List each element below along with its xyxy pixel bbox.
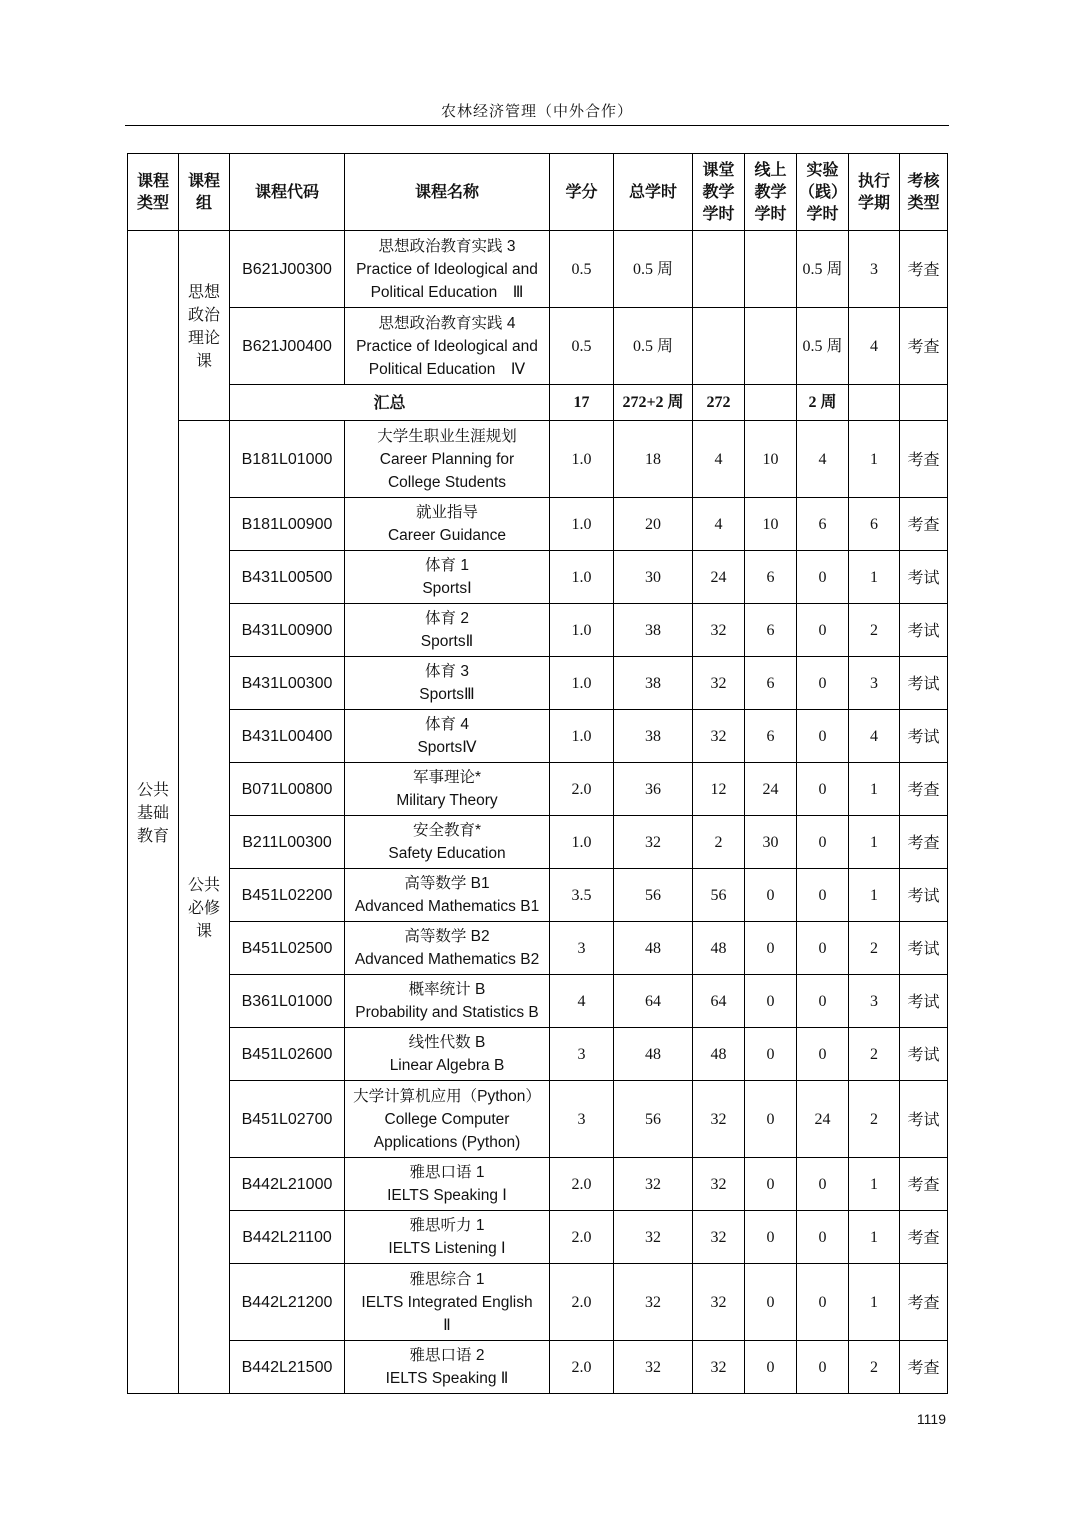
assessment-type: 考查: [900, 231, 948, 308]
total-hours: 38: [614, 710, 693, 763]
text-line: 政治: [187, 304, 220, 324]
course-code: B621J00400: [230, 308, 345, 385]
text-line: IELTS Speaking Ⅱ: [385, 1370, 509, 1387]
text-line: 雅思听力 1: [409, 1217, 485, 1234]
course-name: [345, 1264, 550, 1341]
course-name: [345, 763, 550, 816]
page-header: 农林经济管理（中外合作）: [440, 102, 633, 120]
course-code: B442L21500: [230, 1341, 345, 1394]
online-hours: [745, 231, 797, 308]
credits: 1.0: [550, 421, 614, 498]
course-name: [345, 1211, 550, 1264]
class-hours: 32: [693, 1341, 745, 1394]
assessment-type: 考查: [900, 1264, 948, 1341]
text-line: Practice of Ideological and: [356, 260, 538, 278]
term: 1: [849, 869, 900, 922]
course-name: [345, 1028, 550, 1081]
text-line: 课: [195, 920, 212, 940]
course-code: B181L01000: [230, 421, 345, 498]
online-hours: [745, 308, 797, 385]
course-code: B451L02500: [230, 922, 345, 975]
text-line: Career Guidance: [387, 527, 507, 544]
text-line: 雅思口语 2: [409, 1347, 485, 1364]
course-name: [345, 816, 550, 869]
online-hours: 6: [745, 657, 797, 710]
header-rule: [125, 125, 949, 126]
course-code: B442L21200: [230, 1264, 345, 1341]
text-line: Applications (Python): [373, 1133, 521, 1151]
total-hours: 30: [614, 551, 693, 604]
credits: 1.0: [550, 551, 614, 604]
column-header-lab-hours: [797, 154, 849, 231]
course-code: B431L00300: [230, 657, 345, 710]
column-header-course-code: [230, 154, 345, 231]
text-line: SportsⅡ: [420, 633, 474, 650]
credits: 3: [550, 1081, 614, 1158]
text-line: Political Education Ⅲ: [370, 283, 524, 301]
course-name: [345, 869, 550, 922]
text-line: 体育 2: [425, 610, 469, 627]
term: 3: [849, 231, 900, 308]
text-line: 学时: [806, 204, 839, 223]
course-code: B431L00400: [230, 710, 345, 763]
text-line: College Students: [387, 473, 507, 491]
text-line: 执行: [857, 171, 890, 190]
credits: 4: [550, 975, 614, 1028]
course-name: [345, 922, 550, 975]
table-row: [128, 1211, 948, 1264]
text-line: IELTS Integrated English: [361, 1293, 533, 1311]
class-hours: 32: [693, 1211, 745, 1264]
text-line: 学时: [754, 204, 787, 223]
lab-hours: 0: [797, 551, 849, 604]
text-line: 体育 1: [425, 557, 469, 574]
credits: 1.0: [550, 710, 614, 763]
text-line: 总学时: [628, 182, 677, 201]
credits: 3: [550, 922, 614, 975]
total-hours: 20: [614, 498, 693, 551]
online-hours: 10: [745, 498, 797, 551]
term: 1: [849, 1211, 900, 1264]
class-hours: 56: [693, 869, 745, 922]
total-hours: 48: [614, 922, 693, 975]
credits: 2.0: [550, 1158, 614, 1211]
course-code: B621J00300: [230, 231, 345, 308]
course-name: [345, 421, 550, 498]
course-code: B442L21100: [230, 1211, 345, 1264]
total-hours: 38: [614, 604, 693, 657]
text-line: 公共: [187, 874, 220, 894]
table-row: [128, 869, 948, 922]
assessment-type: 考查: [900, 498, 948, 551]
text-line: 课堂: [702, 160, 735, 179]
summary-term: [849, 385, 900, 421]
total-hours: 48: [614, 1028, 693, 1081]
course-name: [345, 1158, 550, 1211]
column-header-online-hours: [745, 154, 797, 231]
text-line: 课程: [187, 171, 220, 190]
assessment-type: 考试: [900, 922, 948, 975]
table-row: [128, 922, 948, 975]
text-line: 概率统计 B: [408, 981, 486, 998]
class-hours: 24: [693, 551, 745, 604]
online-hours: 0: [745, 1211, 797, 1264]
online-hours: 0: [745, 1341, 797, 1394]
course-code: B451L02600: [230, 1028, 345, 1081]
total-hours: 32: [614, 1211, 693, 1264]
lab-hours: 0: [797, 816, 849, 869]
text-line: College Computer: [384, 1110, 510, 1128]
online-hours: 0: [745, 1264, 797, 1341]
text-line: Advanced Mathematics B2: [354, 951, 540, 968]
lab-hours: 0.5 周: [797, 308, 849, 385]
credits: 1.0: [550, 657, 614, 710]
assessment-type: 考查: [900, 1158, 948, 1211]
lab-hours: 6: [797, 498, 849, 551]
lab-hours: 0: [797, 869, 849, 922]
term: 3: [849, 657, 900, 710]
term: 1: [849, 763, 900, 816]
text-line: Safety Education: [388, 845, 506, 862]
text-line: Ⅱ: [443, 1316, 451, 1334]
text-line: 教学: [754, 182, 787, 201]
text-line: 学分: [565, 182, 598, 201]
lab-hours: 4: [797, 421, 849, 498]
course-code: B442L21000: [230, 1158, 345, 1211]
assessment-type: 考试: [900, 975, 948, 1028]
lab-hours: 0: [797, 763, 849, 816]
lab-hours: 24: [797, 1081, 849, 1158]
column-header-course-name: [345, 154, 550, 231]
total-hours: 56: [614, 1081, 693, 1158]
class-hours: 32: [693, 1264, 745, 1341]
text-line: 思想政治教育实践 3: [378, 237, 516, 255]
text-line: 体育 4: [425, 716, 469, 733]
page-number: 1119: [916, 1411, 946, 1427]
column-header-credits: [550, 154, 614, 231]
class-hours: 32: [693, 1081, 745, 1158]
total-hours: 32: [614, 1264, 693, 1341]
text-line: Probability and Statistics B: [355, 1004, 539, 1021]
course-code: B451L02700: [230, 1081, 345, 1158]
term: 1: [849, 551, 900, 604]
assessment-type: 考试: [900, 869, 948, 922]
class-hours: 2: [693, 816, 745, 869]
lab-hours: 0: [797, 1341, 849, 1394]
course-group-cell: [179, 231, 230, 421]
assessment-type: 考查: [900, 1211, 948, 1264]
assessment-type: 考试: [900, 710, 948, 763]
class-hours: 4: [693, 498, 745, 551]
online-hours: 0: [745, 869, 797, 922]
term: 2: [849, 604, 900, 657]
total-hours: 64: [614, 975, 693, 1028]
text-line: SportsⅣ: [417, 739, 477, 756]
assessment-type: 考查: [900, 763, 948, 816]
assessment-type: 考试: [900, 1081, 948, 1158]
course-table: [127, 153, 948, 1394]
table-row: [128, 551, 948, 604]
online-hours: 0: [745, 1028, 797, 1081]
text-line: SportsⅢ: [419, 686, 475, 703]
term: 2: [849, 1028, 900, 1081]
table-row: [128, 231, 948, 308]
text-line: 公共: [136, 779, 169, 799]
class-hours: 32: [693, 604, 745, 657]
column-header-class-hours: [693, 154, 745, 231]
term: 4: [849, 710, 900, 763]
text-line: 课程: [136, 171, 169, 190]
assessment-type: 考查: [900, 421, 948, 498]
text-line: 类型: [136, 193, 169, 212]
text-line: 理论: [187, 327, 220, 347]
term: 3: [849, 975, 900, 1028]
course-name: [345, 498, 550, 551]
text-line: Advanced Mathematics B1: [354, 898, 540, 915]
online-hours: 0: [745, 922, 797, 975]
credits: 0.5: [550, 308, 614, 385]
credits: 2.0: [550, 1264, 614, 1341]
assessment-type: 考试: [900, 657, 948, 710]
online-hours: 10: [745, 421, 797, 498]
assessment-type: 考试: [900, 1028, 948, 1081]
table-row: [128, 498, 948, 551]
assessment-type: 考试: [900, 604, 948, 657]
text-line: （践）: [799, 182, 848, 201]
text-line: 实验: [806, 160, 839, 179]
text-line: Political Education Ⅳ: [368, 360, 526, 378]
lab-hours: 0: [797, 604, 849, 657]
course-name: [345, 1341, 550, 1394]
text-line: 大学生职业生涯规划: [377, 427, 517, 445]
text-line: Career Planning for: [379, 450, 515, 468]
table-row: [128, 1341, 948, 1394]
assessment-type: 考试: [900, 551, 948, 604]
text-line: SportsⅠ: [422, 580, 472, 597]
text-line: 教育: [136, 825, 169, 845]
table-row: [128, 1081, 948, 1158]
table-row: [128, 308, 948, 385]
text-line: 学时: [702, 204, 735, 223]
credits: 2.0: [550, 1211, 614, 1264]
lab-hours: 0: [797, 1264, 849, 1341]
course-code: B431L00900: [230, 604, 345, 657]
online-hours: 24: [745, 763, 797, 816]
text-line: 就业指导: [415, 504, 478, 521]
total-hours: 32: [614, 1158, 693, 1211]
credits: 3: [550, 1028, 614, 1081]
term: 4: [849, 308, 900, 385]
lab-hours: 0: [797, 922, 849, 975]
summary-label: 汇总: [230, 385, 550, 421]
table-row: [128, 763, 948, 816]
text-line: 体育 3: [425, 663, 469, 680]
online-hours: 6: [745, 551, 797, 604]
text-line: 线上: [754, 160, 787, 179]
course-code: B181L00900: [230, 498, 345, 551]
summary-lab-hours: 2 周: [797, 385, 849, 421]
text-line: 大学计算机应用（Python）: [353, 1087, 541, 1105]
course-group-cell: [179, 421, 230, 1394]
total-hours: 32: [614, 1341, 693, 1394]
text-line: 高等数学 B1: [404, 875, 490, 892]
total-hours: 36: [614, 763, 693, 816]
credits: 0.5: [550, 231, 614, 308]
text-line: Practice of Ideological and: [356, 337, 538, 355]
total-hours: 38: [614, 657, 693, 710]
table-row: [128, 1158, 948, 1211]
table-row: [128, 657, 948, 710]
column-header-assessment-type: [900, 154, 948, 231]
text-line: 必修: [187, 897, 220, 917]
credits: 1.0: [550, 498, 614, 551]
course-name: [345, 308, 550, 385]
course-name: [345, 975, 550, 1028]
total-hours: 0.5 周: [614, 231, 693, 308]
total-hours: 56: [614, 869, 693, 922]
online-hours: 0: [745, 1081, 797, 1158]
credits: 1.0: [550, 604, 614, 657]
text-line: 教学: [702, 182, 735, 201]
term: 1: [849, 1158, 900, 1211]
table-row: [128, 975, 948, 1028]
course-code: B211L00300: [230, 816, 345, 869]
table-row: [128, 710, 948, 763]
summary-online-hours: [745, 385, 797, 421]
text-line: 军事理论*: [412, 769, 482, 786]
total-hours: 0.5 周: [614, 308, 693, 385]
text-line: 基础: [136, 802, 169, 822]
lab-hours: 0: [797, 1158, 849, 1211]
total-hours: 18: [614, 421, 693, 498]
course-name: [345, 551, 550, 604]
table-row: [128, 1264, 948, 1341]
text-line: 考核: [907, 171, 940, 190]
text-line: 课程名称: [414, 182, 479, 201]
text-line: 线性代数 B: [408, 1034, 486, 1051]
table-row: [128, 421, 948, 498]
online-hours: 30: [745, 816, 797, 869]
term: 2: [849, 1081, 900, 1158]
term: 2: [849, 1341, 900, 1394]
class-hours: [693, 308, 745, 385]
summary-class-hours: 272: [693, 385, 745, 421]
table-row: [128, 1028, 948, 1081]
text-line: 组: [195, 193, 212, 212]
text-line: Linear Algebra B: [389, 1057, 505, 1074]
assessment-type: 考查: [900, 816, 948, 869]
table-row: [128, 604, 948, 657]
column-header-total-hours: [614, 154, 693, 231]
term: 6: [849, 498, 900, 551]
class-hours: 32: [693, 710, 745, 763]
credits: 1.0: [550, 816, 614, 869]
class-hours: 12: [693, 763, 745, 816]
assessment-type: 考查: [900, 308, 948, 385]
text-line: 高等数学 B2: [404, 928, 490, 945]
summary-assessment: [900, 385, 948, 421]
class-hours: [693, 231, 745, 308]
lab-hours: 0: [797, 1028, 849, 1081]
text-line: Military Theory: [396, 792, 498, 809]
course-type-cell: [128, 231, 179, 1394]
online-hours: 0: [745, 975, 797, 1028]
text-line: 课程代码: [254, 182, 319, 201]
class-hours: 48: [693, 922, 745, 975]
text-line: 安全教育*: [412, 822, 482, 839]
lab-hours: 0.5 周: [797, 231, 849, 308]
course-name: [345, 1081, 550, 1158]
term: 1: [849, 421, 900, 498]
online-hours: 6: [745, 710, 797, 763]
course-name: [345, 604, 550, 657]
text-line: IELTS Speaking Ⅰ: [387, 1187, 507, 1204]
lab-hours: 0: [797, 710, 849, 763]
class-hours: 32: [693, 657, 745, 710]
assessment-type: 考查: [900, 1341, 948, 1394]
class-hours: 32: [693, 1158, 745, 1211]
course-name: [345, 657, 550, 710]
column-header-term: [849, 154, 900, 231]
text-line: 思想政治教育实践 4: [378, 314, 516, 332]
course-code: B431L00500: [230, 551, 345, 604]
class-hours: 48: [693, 1028, 745, 1081]
text-line: 类型: [907, 193, 940, 212]
credits: 2.0: [550, 1341, 614, 1394]
course-code: B071L00800: [230, 763, 345, 816]
text-line: 雅思综合 1: [409, 1270, 485, 1288]
credits: 2.0: [550, 763, 614, 816]
term: 1: [849, 816, 900, 869]
course-name: [345, 231, 550, 308]
text-line: 思想: [187, 281, 220, 301]
course-code: B451L02200: [230, 869, 345, 922]
term: 2: [849, 922, 900, 975]
text-line: 课: [195, 350, 212, 370]
online-hours: 0: [745, 1158, 797, 1211]
column-header-course-type: [128, 154, 179, 231]
class-hours: 64: [693, 975, 745, 1028]
text-line: 学期: [857, 193, 890, 212]
column-header-course-group: [179, 154, 230, 231]
text-line: 雅思口语 1: [409, 1164, 485, 1181]
text-line: IELTS Listening Ⅰ: [388, 1240, 506, 1257]
table-row: [128, 816, 948, 869]
course-code: B361L01000: [230, 975, 345, 1028]
summary-row: [128, 385, 948, 421]
lab-hours: 0: [797, 657, 849, 710]
credits: 3.5: [550, 869, 614, 922]
summary-total-hours: 272+2 周: [614, 385, 693, 421]
header-row: [128, 154, 948, 231]
summary-credits: 17: [550, 385, 614, 421]
total-hours: 32: [614, 816, 693, 869]
course-name: [345, 710, 550, 763]
online-hours: 6: [745, 604, 797, 657]
lab-hours: 0: [797, 975, 849, 1028]
term: 1: [849, 1264, 900, 1341]
lab-hours: 0: [797, 1211, 849, 1264]
class-hours: 4: [693, 421, 745, 498]
